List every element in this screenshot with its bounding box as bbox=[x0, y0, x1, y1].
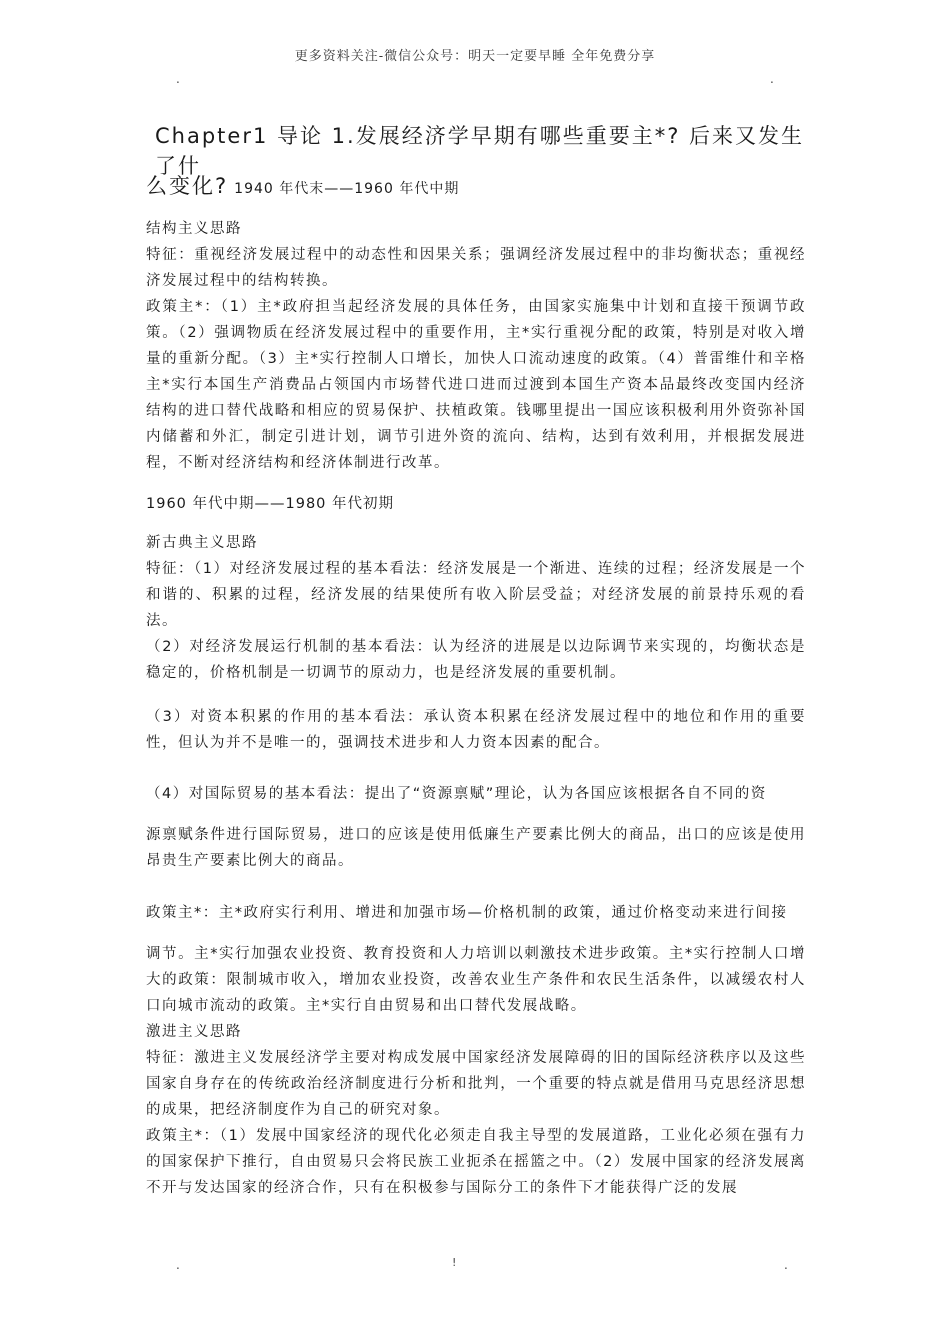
paragraph-block bbox=[146, 704, 806, 756]
paragraph: （2）对经济发展运行机制的基本看法：认为经济的进展是以边际调节来实现的，均衡状态是稳定的，价格机制是一切调节的原动力，也是经济发展的重要机制。 bbox=[146, 639, 806, 681]
page-title-continued: 么变化? bbox=[146, 174, 229, 198]
period-heading: 1960 年代中期——1980 年代初期 bbox=[146, 496, 395, 512]
paragraph: 政策主*：（1）发展中国家经济的现代化必须走自我主导型的发展道路，工业化必须在强有力的国家保护下推行，自由贸易只会将民族工业扼杀在摇篮之中。（2）发展中国家的经济发展离不开与发达国家的经济合作，只有在积极参与国际分工的条件下才能获得广泛的发展 bbox=[146, 1128, 806, 1196]
section-neoclassical bbox=[146, 530, 806, 686]
paragraph: 调节。主*实行加强农业投资、教育投资和人力培训以刺激技术进步政策。主*实行控制人口增大的政策：限制城市收入，增加农业投资，改善农业生产条件和农民生活条件，以减缓农村人口向城市流动的政策。主*实行自由贸易和出口替代发展战略。 bbox=[146, 946, 806, 1014]
paragraph: 源禀赋条件进行国际贸易，进口的应该是使用低廉生产要素比例大的商品，出口的应该是使用昂贵生产要素比例大的商品。 bbox=[146, 827, 806, 869]
paragraph: 政策主*：（1）主*政府担当起经济发展的具体任务，由国家实施集中计划和直接干预调节政策。（2）强调物质在经济发展过程中的重要作用，主*实行重视分配的政策，特别是对收入增量的重新分配。（3）主*实行控制人口增长，加快人口流动速度的政策。（4）普雷维什和辛格主*实行本国生产消费品占领国内市场替代进口进而过渡到本国生产资本品最终改变国内经济结构的进口替代战略和相应的贸易保护、扶植政策。钱哪里提出一国应该积极利用外资弥补国内储蓄和外汇，制定引进计划，调节引进外资的流向、结构，达到有效利用，并根据发展进程，不断对经济结构和经济体制进行改革。 bbox=[146, 299, 806, 471]
corner-dot: . bbox=[176, 72, 180, 86]
page-title: Chapter1 导论 1.发展经济学早期有哪些重要主*? 后来又发生了什 bbox=[155, 124, 805, 178]
paragraph-block bbox=[146, 822, 806, 874]
section-heading: 结构主义思路 bbox=[146, 221, 242, 237]
section-heading: 激进主义思路 bbox=[146, 1024, 242, 1040]
paragraph: （3）对资本积累的作用的基本看法：承认资本积累在经济发展过程中的地位和作用的重要性，但认为并不是唯一的，强调技术进步和人力资本因素的配合。 bbox=[146, 709, 806, 751]
paragraph: 特征：重视经济发展过程中的动态性和因果关系；强调经济发展过程中的非均衡状态；重视经济发展过程中的结构转换。 bbox=[146, 247, 806, 289]
header-note: 更多资料关注-微信公众号：明天一定要早睡 全年免费分享 bbox=[294, 49, 656, 64]
paragraph: （4）对国际贸易的基本看法：提出了“资源禀赋”理论，认为各国应该根据各自不同的资 bbox=[146, 786, 767, 802]
paragraph: 特征：激进主义发展经济学主要对构成发展中国家经济发展障碍的旧的国际经济秩序以及这些国家自身存在的传统政治经济制度进行分析和批判，一个重要的特点就是借用马克思经济思想的成果，把经济制度作为自己的研究对象。 bbox=[146, 1050, 806, 1118]
page-mark: ! bbox=[452, 1256, 457, 1269]
paragraph-block bbox=[146, 900, 806, 926]
paragraph: 特征：（1）对经济发展过程的基本看法：经济发展是一个渐进、连续的过程；经济发展是一个和谐的、积累的过程，经济发展的结果使所有收入阶层受益；对经济发展的前景持乐观的看法。 bbox=[146, 561, 806, 629]
corner-dot: . bbox=[770, 72, 774, 86]
paragraph-block bbox=[146, 781, 806, 807]
section-structuralism bbox=[146, 216, 806, 476]
corner-dot: . bbox=[176, 1258, 180, 1272]
paragraph: 政策主*：主*政府实行利用、增进和加强市场—价格机制的政策，通过价格变动来进行间接 bbox=[146, 905, 788, 921]
section-radical bbox=[146, 941, 806, 1201]
section-heading: 新古典主义思路 bbox=[146, 535, 258, 551]
page-title-line2 bbox=[146, 170, 459, 200]
corner-dot: . bbox=[784, 1258, 788, 1272]
period-heading: 1940 年代末——1960 年代中期 bbox=[234, 181, 460, 197]
